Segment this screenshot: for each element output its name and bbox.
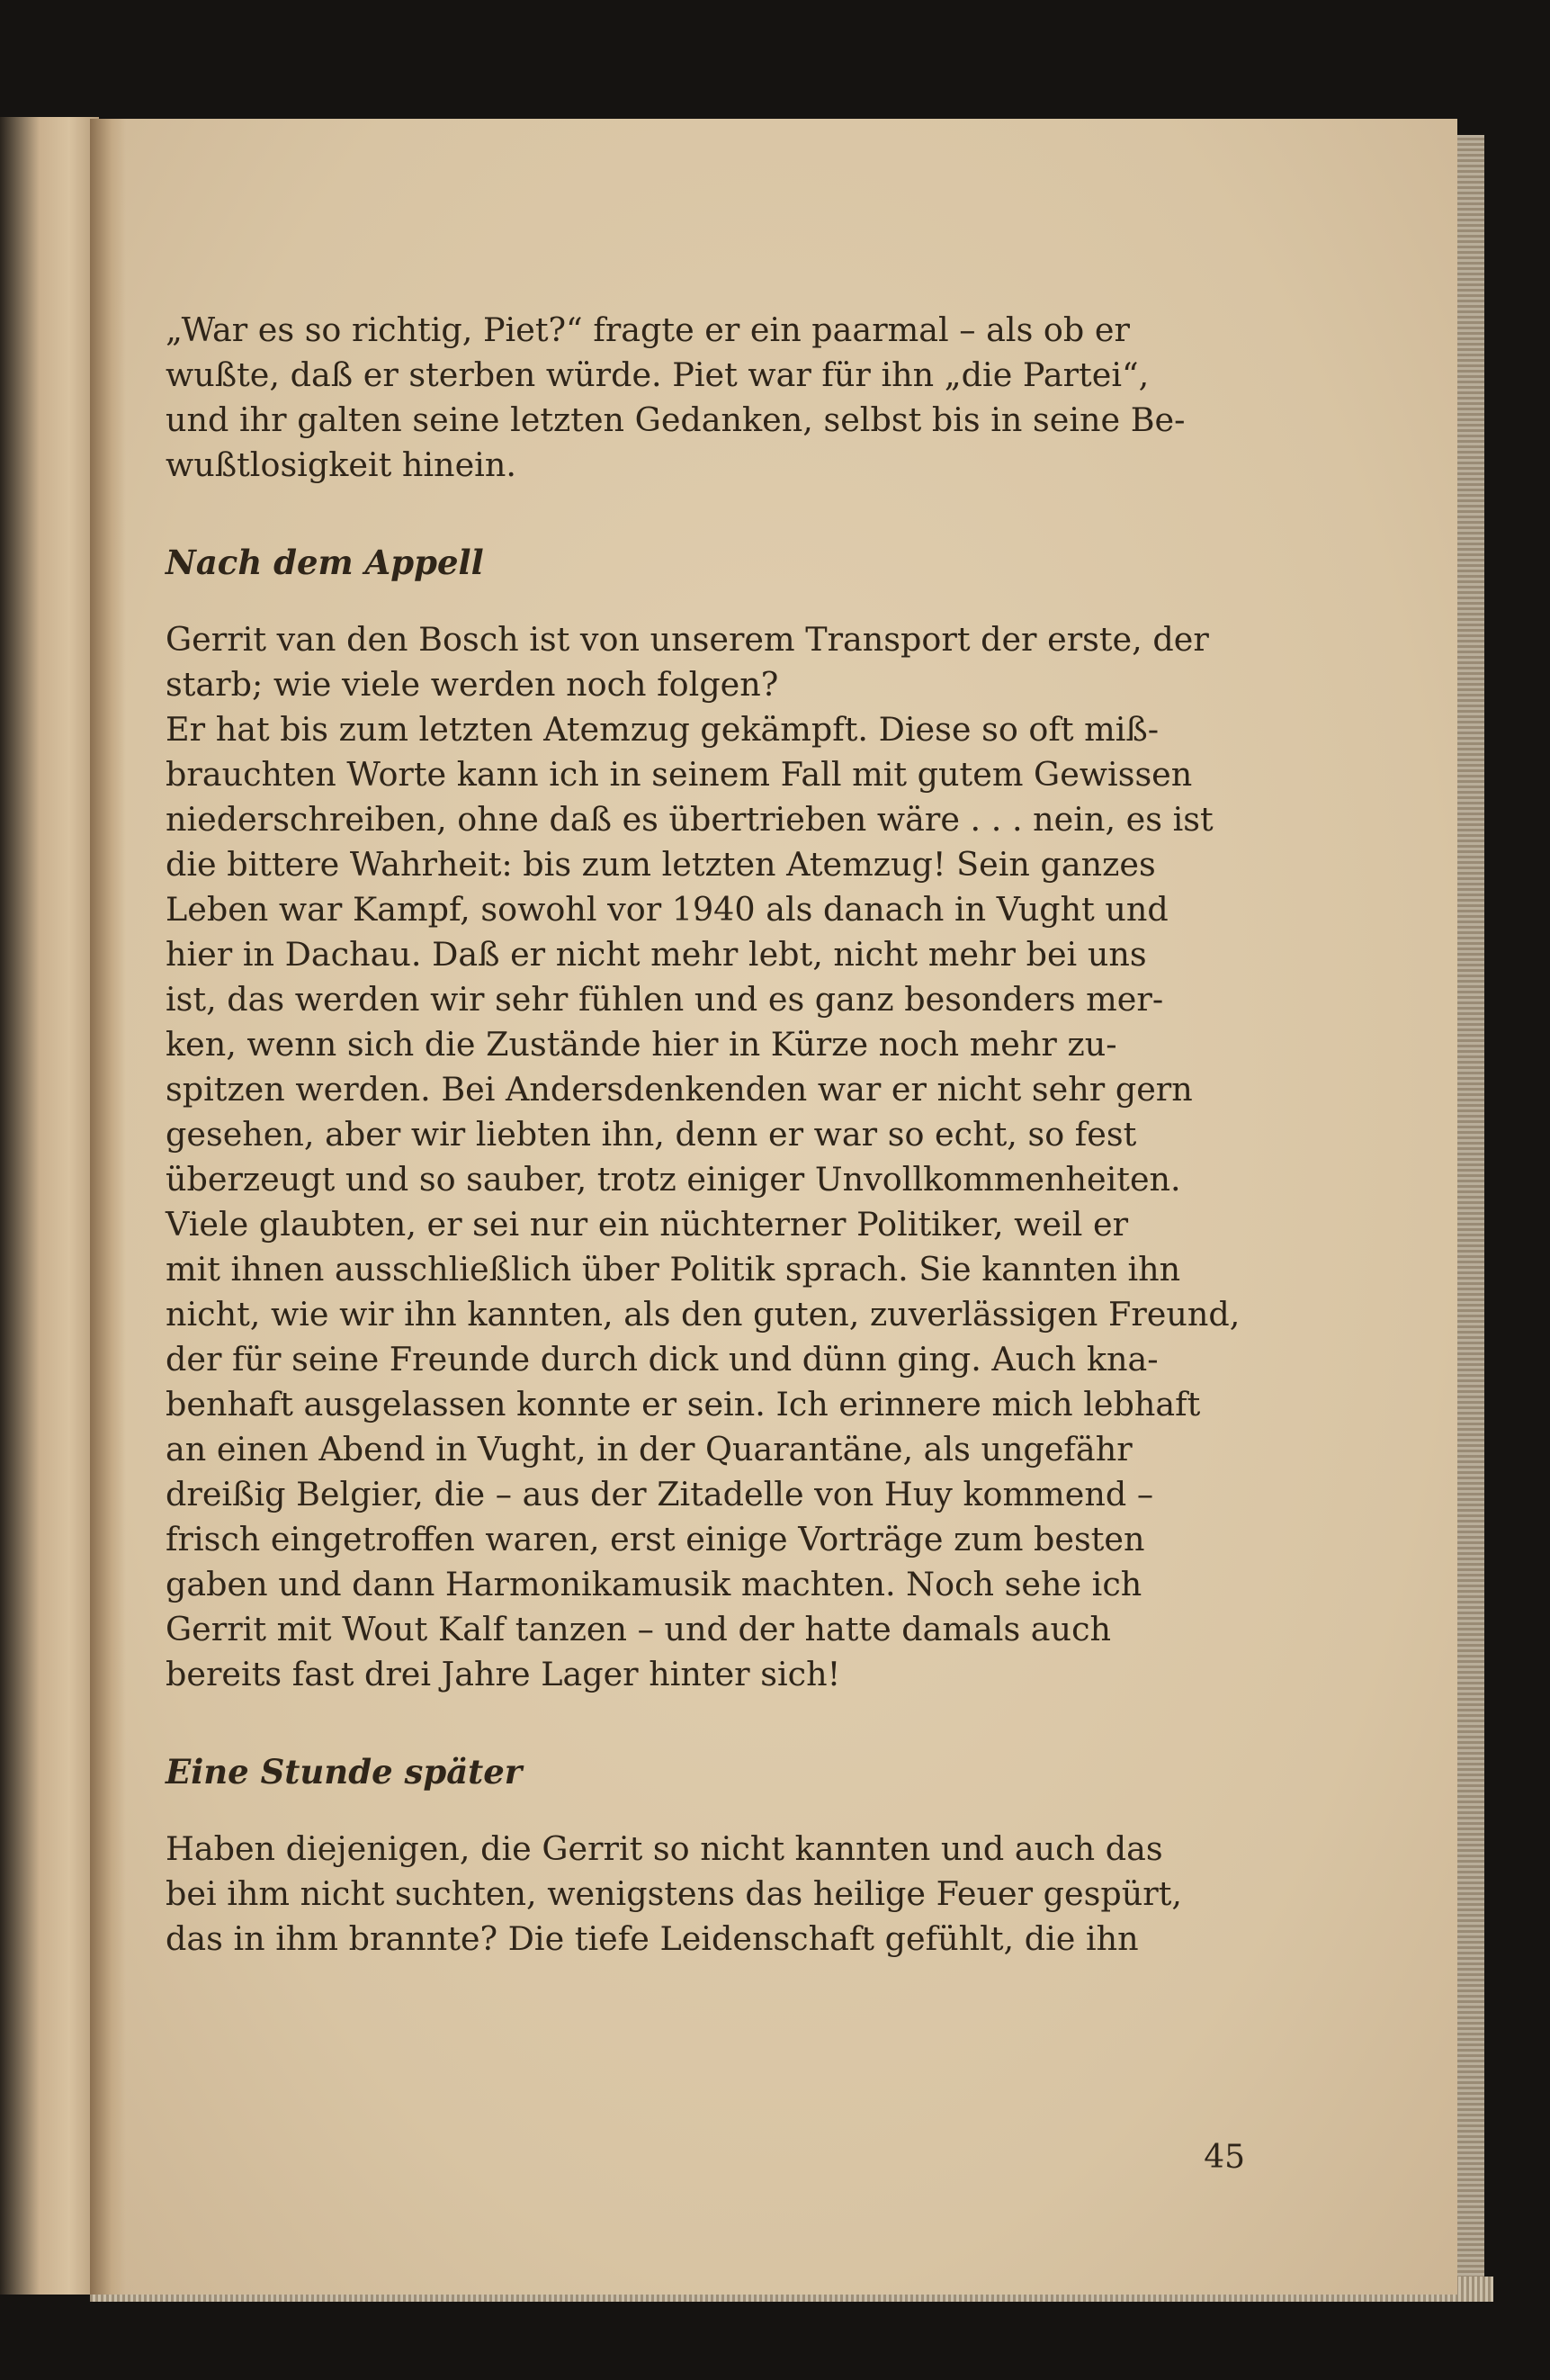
book-gutter <box>90 119 126 2295</box>
section-heading-eine-stunde-spaeter: Eine Stunde später <box>166 1752 523 1792</box>
section-heading-nach-dem-appell: Nach dem Appell <box>166 543 484 582</box>
paragraph-3: Haben diejenigen, die Gerrit so nicht kannten und auch das bei ihm nicht suchten, wenigstens das heilige Feuer gespürt, das in ihm brannte? Die tiefe Leidenschaft gefühlt, die ihn <box>166 1829 1182 1958</box>
book-page <box>90 119 1457 2295</box>
page-number: 45 <box>1204 2139 1245 2176</box>
paragraph-2: Gerrit van den Bosch ist von unserem Transport der erste, der starb; wie viele werden noch folgen? Er hat bis zum letzten Atemzug gekämpft. Diese so oft miß- brauchten Worte kann ich in seinem Fall mit gutem Gewissen niederschreiben, ohne daß es übertrieben wäre . . . nein, es ist die bittere Wahrheit: bis zum letzten Atemzug! Sein ganzes Leben war Kampf, sowohl vor 1940 als danach in Vught und hier in Dachau. Daß er nicht mehr lebt, nicht mehr bei uns ist, das werden wir sehr fühlen und es ganz besonders mer- ken, wenn sich die Zustände hier in Kürze noch mehr zu- spitzen werden. Bei Andersdenkenden war er nicht sehr gern gesehen, aber wir liebten ihn, denn er war so echt, so fest überzeugt und so sauber, trotz einiger Unvollkommenheiten. Viele glaubten, er sei nur ein nüchterner Politiker, weil er mit ihnen ausschließlich über Politik sprach. Sie kannten ihn nicht, wie wir ihn kannten, als den guten, zuverlässigen Freund, der für seine Freunde durch dick und dünn ging. Auch kna- benhaft ausgelassen konnte er sein. Ich erinnere mich lebhaft an einen Abend in Vught, in der Quarantäne, als ungefähr dreißig Belgier, die – aus der Zitadelle von Huy kommend – frisch eingetroffen waren, erst einige Vorträge zum besten gaben und dann Harmonikamusik machten. Noch sehe ich Gerrit mit Wout Kalf tanzen – und der hatte damals auch bereits fast drei Jahre Lager hinter sich! <box>166 620 1241 1693</box>
left-page-edge <box>0 117 99 2295</box>
paragraph-1: „War es so richtig, Piet?“ fragte er ein paarmal – als ob er wußte, daß er sterben würde. Piet war für ihn „die Partei“, und ihr galten seine letzten Gedanken, selbst bis in seine Be- wußtlosigkeit hinein. <box>166 310 1186 484</box>
page-text <box>166 308 1245 1962</box>
